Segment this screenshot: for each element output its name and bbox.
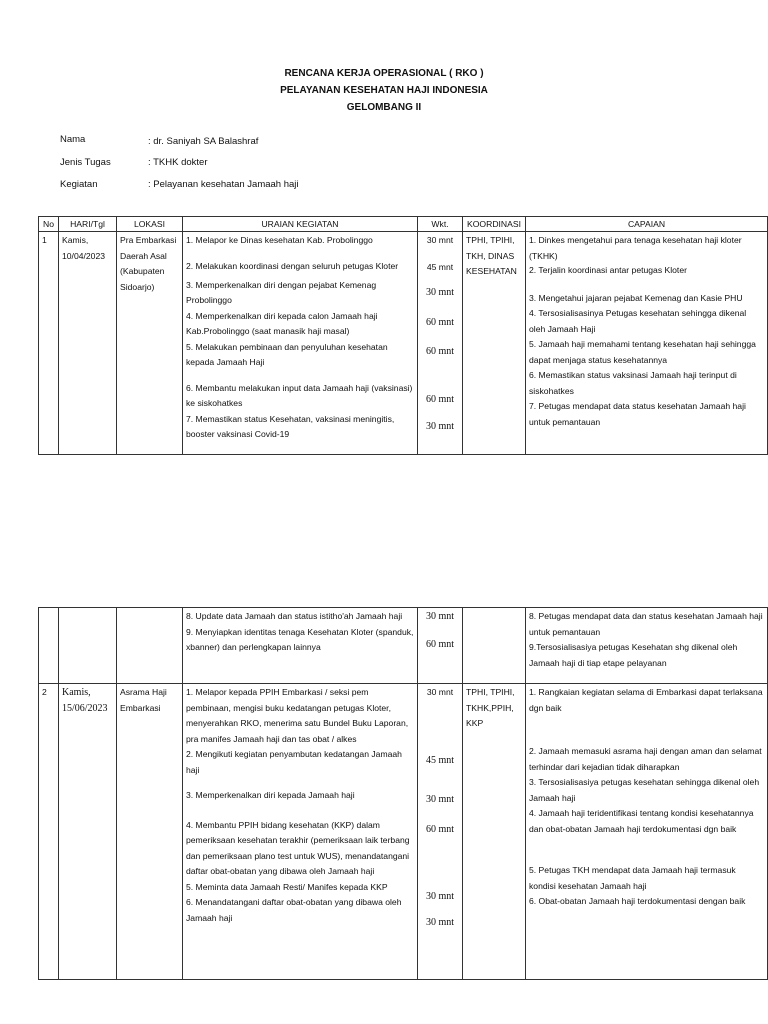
time-list: [418, 608, 463, 684]
result-list: [526, 684, 768, 980]
time-item: 30 mnt: [426, 687, 454, 697]
table-row: [39, 608, 768, 684]
activity-list: [183, 232, 418, 455]
result-item: 7. Petugas mendapat data status kesehatan Jamaah haji untuk pemantauan: [529, 401, 746, 427]
result-item: 6. Memastikan status vaksinasi Jamaah haji terinput di siskohatkes: [529, 370, 737, 396]
col-header-location: LOKASI: [117, 217, 183, 232]
activity-item: 2. Melakukan koordinasi dengan seluruh petugas Kloter: [186, 261, 399, 271]
row-coordination: TPHI, TPIHI, TKH, DINAS KESEHATAN: [463, 232, 526, 455]
activity-item: 6. Membantu melakukan input data Jamaah haji (vaksinasi) ke siskohatkes: [186, 382, 413, 408]
table-row: [39, 684, 768, 980]
col-header-result: CAPAIAN: [526, 217, 768, 232]
time-item: 60 mnt: [425, 316, 455, 328]
info-label-activity: Kegiatan: [60, 179, 98, 190]
activity-item: 4. Membantu PPIH bidang kesehatan (KKP) dalam pemeriksaan kesehatan terakhir (pemeriksaan laik terbang dan pemeriksaan plano test untuk WUS), menandatangani daftar obat-obatan yang dibawa oleh Jamaah haji: [186, 819, 410, 876]
time-item: 45 mnt: [426, 261, 454, 272]
result-item: 1. Dinkes mengetahui para tenaga kesehatan haji kloter (TKHK): [529, 235, 742, 261]
time-item: 30 mnt: [425, 421, 455, 432]
result-item: 2. Jamaah memasuki asrama haji dengan aman dan selamat terhindar dari kejadian tidak diharapkan: [529, 746, 762, 772]
row-no: 1: [39, 232, 59, 455]
activity-item: 8. Update data Jamaah dan status istitho'ah Jamaah haji: [186, 611, 403, 621]
result-item: 8. Petugas mendapat data dan status kesehatan Jamaah haji untuk pemantauan: [529, 611, 763, 637]
col-header-no: No: [39, 217, 59, 232]
result-item: 4. Tersosialisasinya Petugas kesehatan sehingga dikenal oleh Jamaah Haji: [529, 308, 747, 334]
activity-item: 5. Meminta data Jamaah Resti/ Manifes kepada KKP: [186, 881, 388, 892]
doc-title-line3: GELOMBANG II: [346, 102, 422, 113]
result-item: 1. Rangkaian kegiatan selama di Embarkasi dapat terlaksana dgn baik: [529, 687, 763, 713]
col-header-coordination: KOORDINASI: [463, 217, 526, 232]
row-day: Kamis, 10/04/2023: [59, 232, 117, 455]
activity-item: 1. Melapor kepada PPIH Embarkasi / seksi pem pembinaan, mengisi buku kedatangan petugas Kloter, menyerahkan RKO, menerima satu Bundel Buku Laporan, pra manifes Jamaah haji dan tas obat / alkes: [186, 687, 409, 744]
activity-item: 5. Melakukan pembinaan dan penyuluhan kesehatan kepada Jamaah Haji: [186, 341, 388, 367]
row-coordination: TPHI, TPIHI, TKHK,PPIH, KKP: [463, 684, 526, 980]
col-header-time: Wkt.: [418, 217, 463, 232]
time-item: 30 mnt: [425, 891, 455, 902]
time-item: 30 mnt: [426, 235, 454, 245]
info-label-name: Nama: [60, 134, 86, 145]
rko-table-part2: [38, 607, 768, 980]
time-item: 60 mnt: [425, 638, 455, 650]
time-item: 60 mnt: [425, 393, 455, 405]
result-item: 4. Jamaah haji teridentifikasi tentang kondisi kesehatannya dan obat-obatan Jamaah haji terdokumentasi dgn baik: [529, 808, 754, 834]
doc-title-line1: RENCANA KERJA OPERASIONAL ( RKO ): [284, 68, 484, 79]
time-item: 60 mnt: [425, 346, 455, 357]
time-item: 30 mnt: [425, 287, 455, 298]
activity-item: 2. Mengikuti kegiatan penyambutan kedatangan Jamaah haji: [186, 749, 402, 775]
info-value-name: : dr. Saniyah SA Balashraf: [148, 136, 259, 147]
table-row: [39, 232, 768, 455]
activity-item: 3. Memperkenalkan diri dengan pejabat Kemenag Probolinggo: [186, 279, 377, 305]
info-value-task: : TKHK dokter: [148, 157, 208, 168]
info-value-activity: : Pelayanan kesehatan Jamaah haji: [148, 179, 299, 190]
activity-list: [183, 608, 418, 684]
activity-item: 9. Menyiapkan identitas tenaga Kesehatan Kloter (spanduk, xbanner) dan perlengkapan lainnya: [186, 626, 414, 652]
activity-item: 3. Memperkenalkan diri kepada Jamaah haji: [186, 790, 355, 800]
time-list: [418, 684, 463, 980]
time-list: [418, 232, 463, 455]
result-item: 5. Jamaah haji memahami tentang kesehatan haji sehingga dapat menjaga status kesehatannya: [529, 339, 756, 365]
activity-item: 1. Melapor ke Dinas kesehatan Kab. Probolinggo: [186, 235, 373, 245]
table-header-row: [39, 217, 768, 232]
time-item: 30 mnt: [425, 611, 455, 622]
result-item: 6. Obat-obatan Jamaah haji terdokumentasi dengan baik: [529, 896, 746, 906]
time-item: 45 mnt: [425, 754, 455, 766]
time-item: 30 mnt: [425, 794, 455, 805]
result-item: 3. Tersosialisasiya petugas kesehatan sehingga dikenal oleh Jamaah haji: [529, 777, 760, 803]
rko-table-part1: [38, 216, 768, 455]
result-list: [526, 232, 768, 455]
col-header-day: HARI/Tgl: [59, 217, 117, 232]
doc-title-line2: PELAYANAN KESEHATAN HAJI INDONESIA: [280, 85, 488, 96]
row-location: Asrama Haji Embarkasi: [117, 684, 183, 980]
info-label-task: Jenis Tugas: [60, 157, 111, 168]
row-day: Kamis, 15/06/2023: [59, 684, 117, 980]
col-header-activity: URAIAN KEGIATAN: [183, 217, 418, 232]
row-location: Pra Embarkasi Daerah Asal (Kabupaten Sidoarjo): [117, 232, 183, 455]
result-item: 5. Petugas TKH mendapat data Jamaah haji termasuk kondisi kesehatan Jamaah haji: [529, 865, 736, 891]
result-item: 3. Mengetahui jajaran pejabat Kemenag dan Kasie PHU: [529, 292, 743, 303]
activity-item: 7. Memastikan status Kesehatan, vaksinasi meningitis, booster vaksinasi Covid-19: [186, 413, 395, 439]
time-item: 60 mnt: [425, 823, 455, 835]
result-item: 9.Tersosialisasiya petugas Kesehatan shg dikenal oleh Jamaah haji di tiap etape pelayanan: [529, 642, 738, 668]
activity-item: 6. Menandatangani daftar obat-obatan yang dibawa oleh Jamaah haji: [186, 897, 402, 923]
activity-item: 4. Memperkenalkan diri kepada calon Jamaah haji Kab.Probolinggo (saat manasik haji masal): [186, 310, 378, 336]
time-item: 30 mnt: [425, 916, 455, 928]
result-list: [526, 608, 768, 684]
result-item: 2. Terjalin koordinasi antar petugas Kloter: [529, 265, 687, 275]
activity-list: [183, 684, 418, 980]
row-no: 2: [39, 684, 59, 980]
